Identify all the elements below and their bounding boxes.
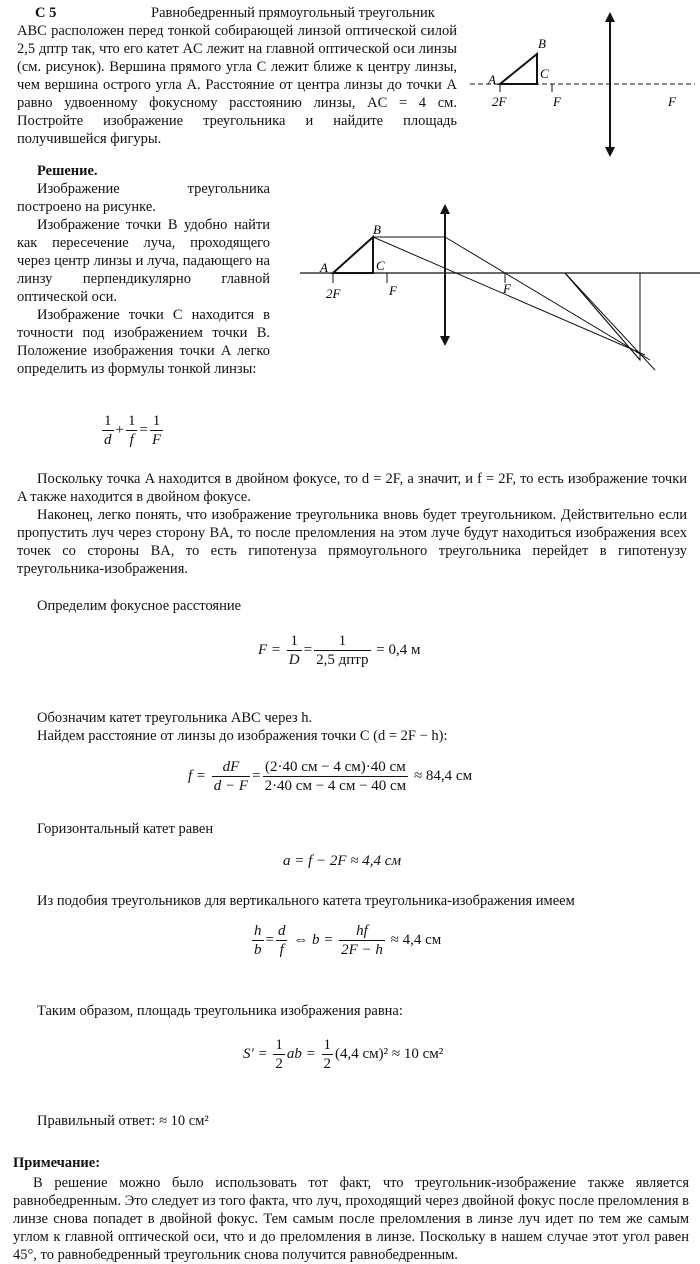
- label-f-right: F: [668, 94, 676, 109]
- problem-block: [35, 4, 455, 22]
- ray-refracted: [445, 237, 650, 360]
- formula-vertical-leg: $\frac{h}{b}$ = $\frac{d}{f}$ ⇔ b = $\frac{hf}{2F - h}$ ≈ 4,4 см: [254, 923, 442, 958]
- paragraph-p7: Обозначим катет треугольника ABC через h.: [37, 710, 313, 726]
- formula-horizontal-leg: a = f − 2F ≈ 4,4 см: [283, 853, 402, 869]
- paragraph-p5: Наконец, легко понять, что изображение треугольника вновь будет треугольником. Действительно если пропустить луч через сторону BA, то после преломления на этом луче будут находиться изображения всех точек со стороны BA, то есть гипотенуза прямоугольного треугольника перейдет в гипотенузу треугольника-изображения.: [17, 507, 687, 577]
- note-text: В решение можно было использовать тот факт, что треугольник-изображение также является равнобедренным. Это следует из того факта, что луч, проходящий через двойной фокус после преломления в линзе снова попадет в двойной фокус. Тем самым после преломления в линзе луч идет по тем же самым углом к главной оптической оси, что и до преломления в линзе. Поскольку в нашем случае этот угол равен 45°, то равнобедренный треугольник снова получится равнобедренным.: [13, 1175, 689, 1263]
- solution-figure: [300, 200, 700, 385]
- solution-heading: Решение.: [37, 163, 98, 179]
- label-c: C: [540, 66, 549, 81]
- answer: Правильный ответ: ≈ 10 см²: [37, 1113, 209, 1129]
- lens-arrow-bottom: [440, 336, 450, 346]
- lens-arrow-top: [440, 204, 450, 214]
- solution-p2: Изображение точки B удобно найти как пересечение луча, проходящего через центр линзы и луча, падающего на линзу перпендикулярно главной оптической оси.: [17, 217, 270, 305]
- paragraph-p9: Горизонтальный катет равен: [37, 821, 214, 837]
- formula-image-distance: f = $\frac{dF}{d - F}$ = (2·40 см − 4 см)·40 см 2·40 см − 4 см − 40 см ≈ 84,4 см: [188, 759, 473, 794]
- label-a: A: [488, 72, 496, 87]
- solution-p1: Изображение треугольника построено на рисунке.: [17, 181, 270, 215]
- label-2f: 2F: [326, 286, 341, 301]
- label-b: B: [538, 36, 546, 51]
- label-f-right: F: [503, 281, 511, 296]
- formula-focal: F = $\frac{1}{D}$ = 1 2,5 дптр = 0,4 м: [258, 633, 421, 668]
- paragraph-p6: Определим фокусное расстояние: [37, 598, 242, 614]
- ray-hypotenuse: [565, 273, 655, 370]
- label-b: B: [373, 222, 381, 237]
- triangle-abc: [500, 54, 537, 84]
- note-heading: Примечание:: [13, 1155, 101, 1171]
- label-a: A: [320, 260, 328, 275]
- lens-arrow-top: [605, 12, 615, 22]
- label-f-left: F: [553, 94, 561, 109]
- formula-lens: $\frac{1}{d}$ + $\frac{1}{f}$ = $\frac{1}{F}$: [104, 413, 162, 448]
- problem-label: С 5: [35, 5, 57, 21]
- solution-p3: Изображение точки C находится в точности под изображением точки B. Положение изображения точки A легко определить из формулы тонкой линзы:: [17, 307, 270, 377]
- problem-figure: [470, 8, 695, 158]
- label-2f: 2F: [492, 94, 507, 109]
- paragraph-p11: Таким образом, площадь треугольника изображения равна:: [37, 1003, 403, 1019]
- paragraph-p8: Найдем расстояние от линзы до изображения точки C (d = 2F − h):: [37, 728, 448, 744]
- problem-text-line1: Равнобедренный прямоугольный треугольник: [151, 5, 435, 21]
- paragraph-p4: Поскольку точка A находится в двойном фокусе, то d = 2F, а значит, и f = 2F, то есть изображение точки A также находится в двойном фокусе.: [17, 471, 687, 505]
- ray-hypotenuse-2: [565, 273, 640, 360]
- label-f-left: F: [389, 283, 397, 298]
- paragraph-p10: Из подобия треугольников для вертикального катета треугольника-изображения имеем: [37, 893, 575, 909]
- lens-arrow-bottom: [605, 147, 615, 157]
- problem-text: ABC расположен перед тонкой собирающей линзой оптической силой 2,5 дптр так, что его катет AC лежит на главной оптической оси линзы (см. рисунок). Вершина прямого угла C лежит ближе к центру линзы, чем вершина острого угла A. Расстояние от центра линзы до точки A равно удвоенному фокусному расстоянию линзы, AC = 4 см. Постройте изображение треугольника и найдите площадь получившейся фигуры.: [17, 23, 457, 147]
- label-c: C: [376, 258, 385, 273]
- triangle-abc: [333, 237, 373, 273]
- ray-center: [373, 237, 645, 355]
- formula-area: S′ = $\frac{1}{2}$ ab = $\frac{1}{2}$ (4,4 см)² ≈ 10 см²: [243, 1037, 444, 1072]
